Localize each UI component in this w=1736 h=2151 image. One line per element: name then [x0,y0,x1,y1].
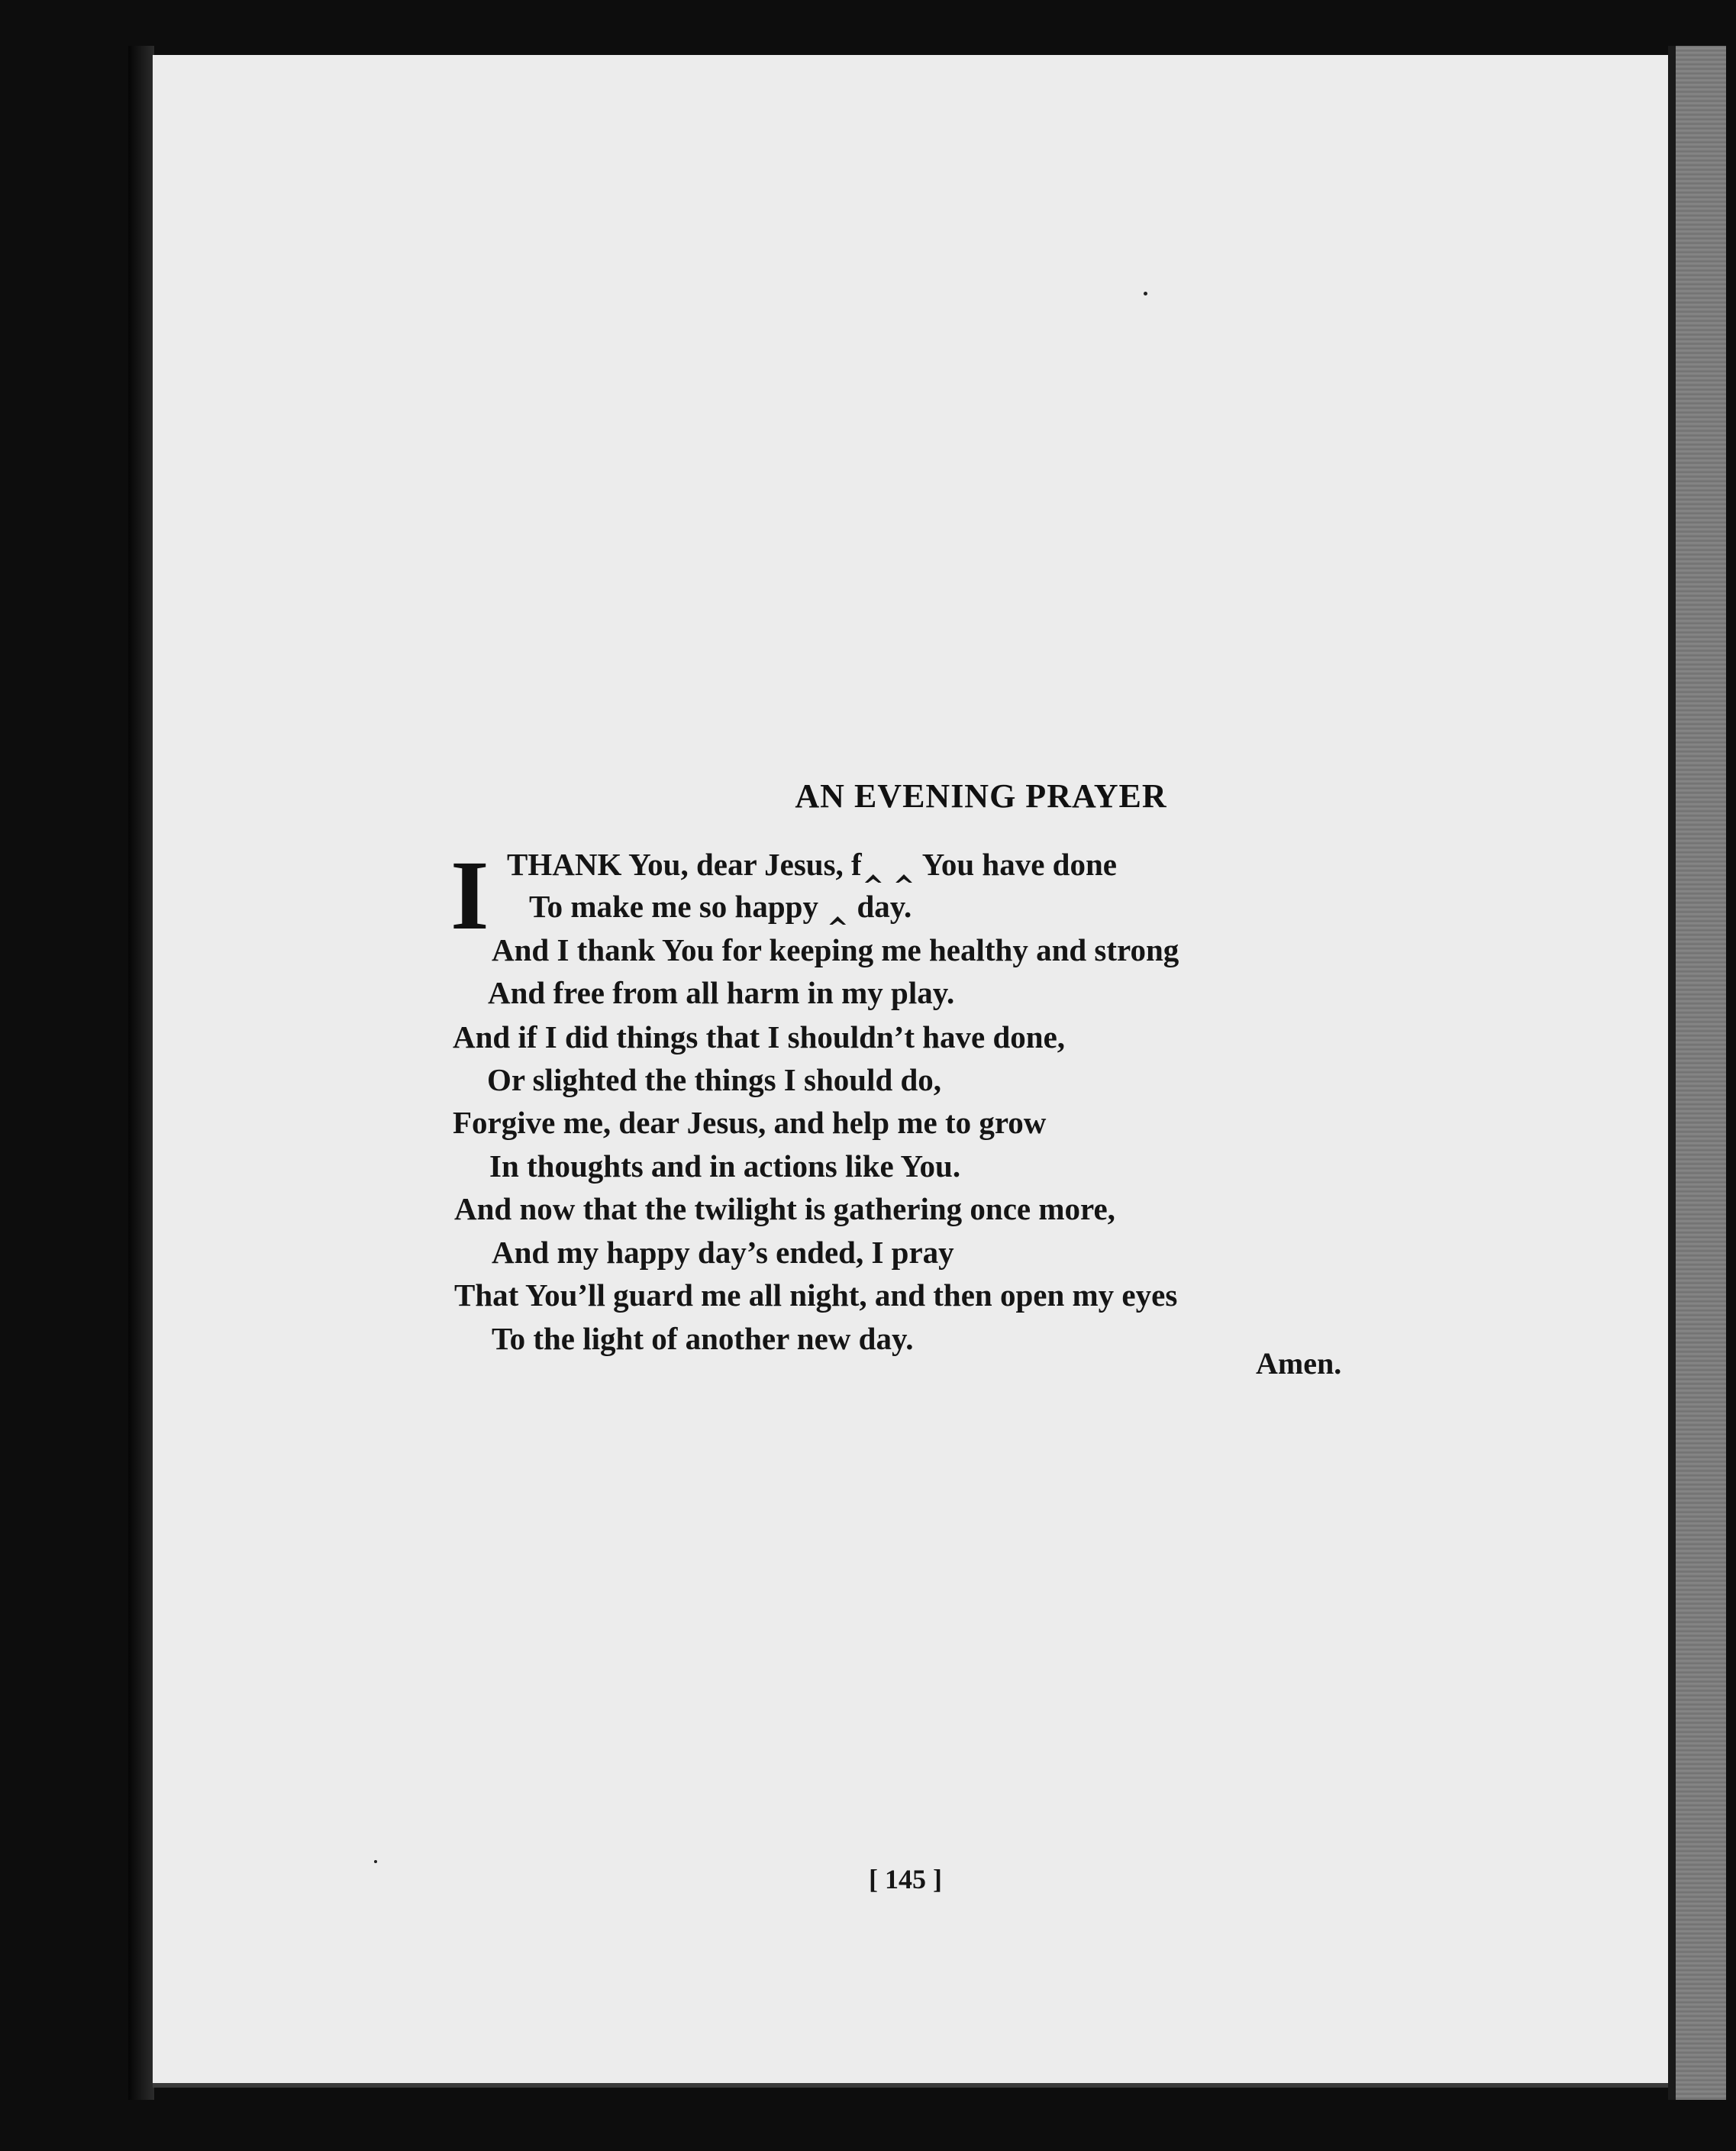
drop-cap: I [450,841,489,951]
print-speck [1144,292,1147,296]
poem-line: Or slighted the things I should do, [487,1062,942,1097]
poem-title: AN EVENING PRAYER [795,777,1167,815]
poem-line: To make me so happy ‸ day. [529,889,912,924]
page-fore-edge-shadow [1668,46,1676,2100]
book-binding-edge [128,46,154,2100]
poem-line: Forgive me, dear Jesus, and help me to grow [453,1105,1047,1140]
poem-line: And now that the twilight is gathering once more, [454,1191,1115,1226]
poem-line: THANK You, dear Jesus, f‸ ‸ You have done [507,847,1117,882]
poem-line: And if I did things that I shouldn’t have done, [453,1019,1066,1055]
poem-line: That You’ll guard me all night, and then open my eyes [454,1277,1178,1313]
poem-closing: Amen. [1256,1346,1342,1381]
poem-line: And free from all harm in my play. [488,975,955,1010]
poem-line: To the light of another new day. [492,1321,914,1356]
page-bottom-edge [153,2083,1668,2088]
page-fore-edge [1668,46,1726,2100]
print-speck [374,1860,377,1863]
poem-line: In thoughts and in actions like You. [489,1148,961,1184]
poem-line: And my happy day’s ended, I pray [492,1235,954,1270]
page-number: [ 145 ] [869,1864,942,1894]
poem-line: And I thank You for keeping me healthy and strong [492,932,1179,967]
